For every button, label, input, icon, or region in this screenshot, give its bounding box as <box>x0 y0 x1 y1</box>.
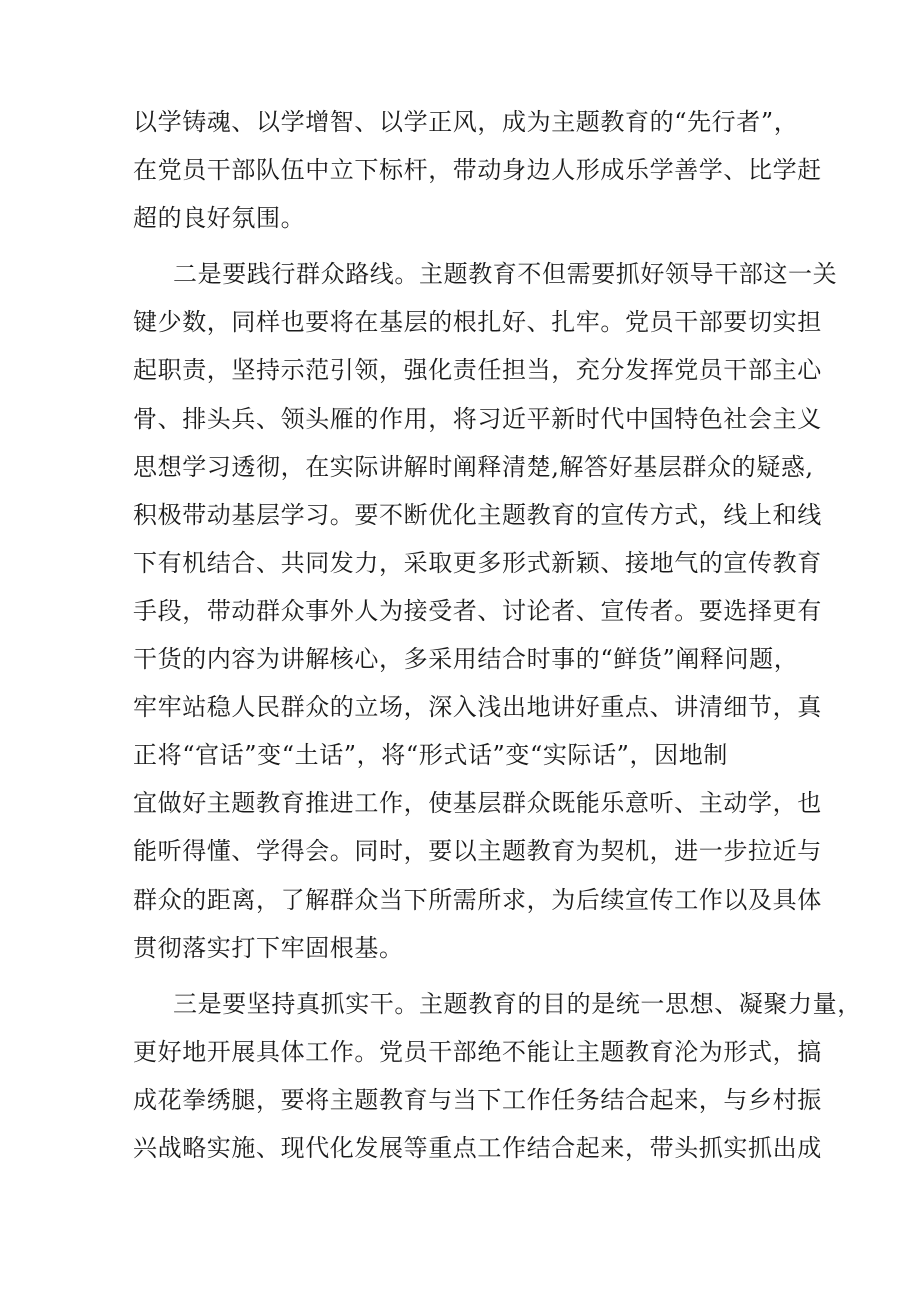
text-line: 更好地开展具体工作。党员干部绝不能让主题教育沦为形式，搞 <box>133 1037 822 1066</box>
text-line: 正将“官话”变“土话”，将“形式话”变“实际话”，因地制 <box>133 741 728 770</box>
text-line: 三是要坚持真抓实干。主题教育的目的是统一思想、凝聚力量， <box>173 989 862 1018</box>
text-line: 下有机结合、共同发力，采取更多形式新颖、接地气的宣传教育 <box>133 548 822 577</box>
text-line: 在党员干部队伍中立下标杆，带动身边人形成乐学善学、比学赶 <box>133 156 822 185</box>
paragraph-1 <box>133 98 822 242</box>
text-line: 以学铸魂、以学增智、以学正风，成为主题教育的“先行者”， <box>133 108 799 136</box>
text-line: 成花拳绣腿，要将主题教育与当下工作任务结合起来，与乡村振 <box>133 1085 822 1114</box>
text-line: 兴战略实施、现代化发展等重点工作结合起来，带头抓实抓出成 <box>133 1133 822 1162</box>
document-body <box>133 98 862 1172</box>
text-line: 干货的内容为讲解核心，多采用结合时事的“鲜货”阐释问题， <box>133 645 799 674</box>
text-line: 思想学习透彻，在实际讲解时阐释清楚,解答好基层群众的疑惑, <box>133 452 814 481</box>
text-line: 手段，带动群众事外人为接受者、讨论者、宣传者。要选择更有 <box>133 596 822 625</box>
text-line: 牢牢站稳人民群众的立场，深入浅出地讲好重点、讲清细节，真 <box>133 693 822 722</box>
text-line: 贯彻落实打下牢固根基。 <box>133 933 404 962</box>
text-line: 骨、排头兵、领头雁的作用，将习近平新时代中国特色社会主义 <box>133 404 822 433</box>
paragraph-2 <box>133 250 838 971</box>
text-line: 群众的距离，了解群众当下所需所求，为后续宣传工作以及具体 <box>133 885 822 914</box>
text-line: 二是要践行群众路线。主题教育不但需要抓好领导干部这一关 <box>173 260 838 289</box>
text-line: 宜做好主题教育推进工作，使基层群众既能乐意听、主动学，也 <box>133 789 822 818</box>
text-line: 键少数，同样也要将在基层的根扎好、扎牢。党员干部要切实担 <box>133 308 822 337</box>
text-line: 能听得懂、学得会。同时，要以主题教育为契机，进一步拉近与 <box>133 837 822 866</box>
paragraph-3 <box>133 980 862 1172</box>
text-line: 积极带动基层学习。要不断优化主题教育的宣传方式，线上和线 <box>133 500 822 529</box>
text-line: 超的良好氛围。 <box>133 204 306 233</box>
text-line: 起职责，坚持示范引领，强化责任担当，充分发挥党员干部主心 <box>133 356 822 385</box>
